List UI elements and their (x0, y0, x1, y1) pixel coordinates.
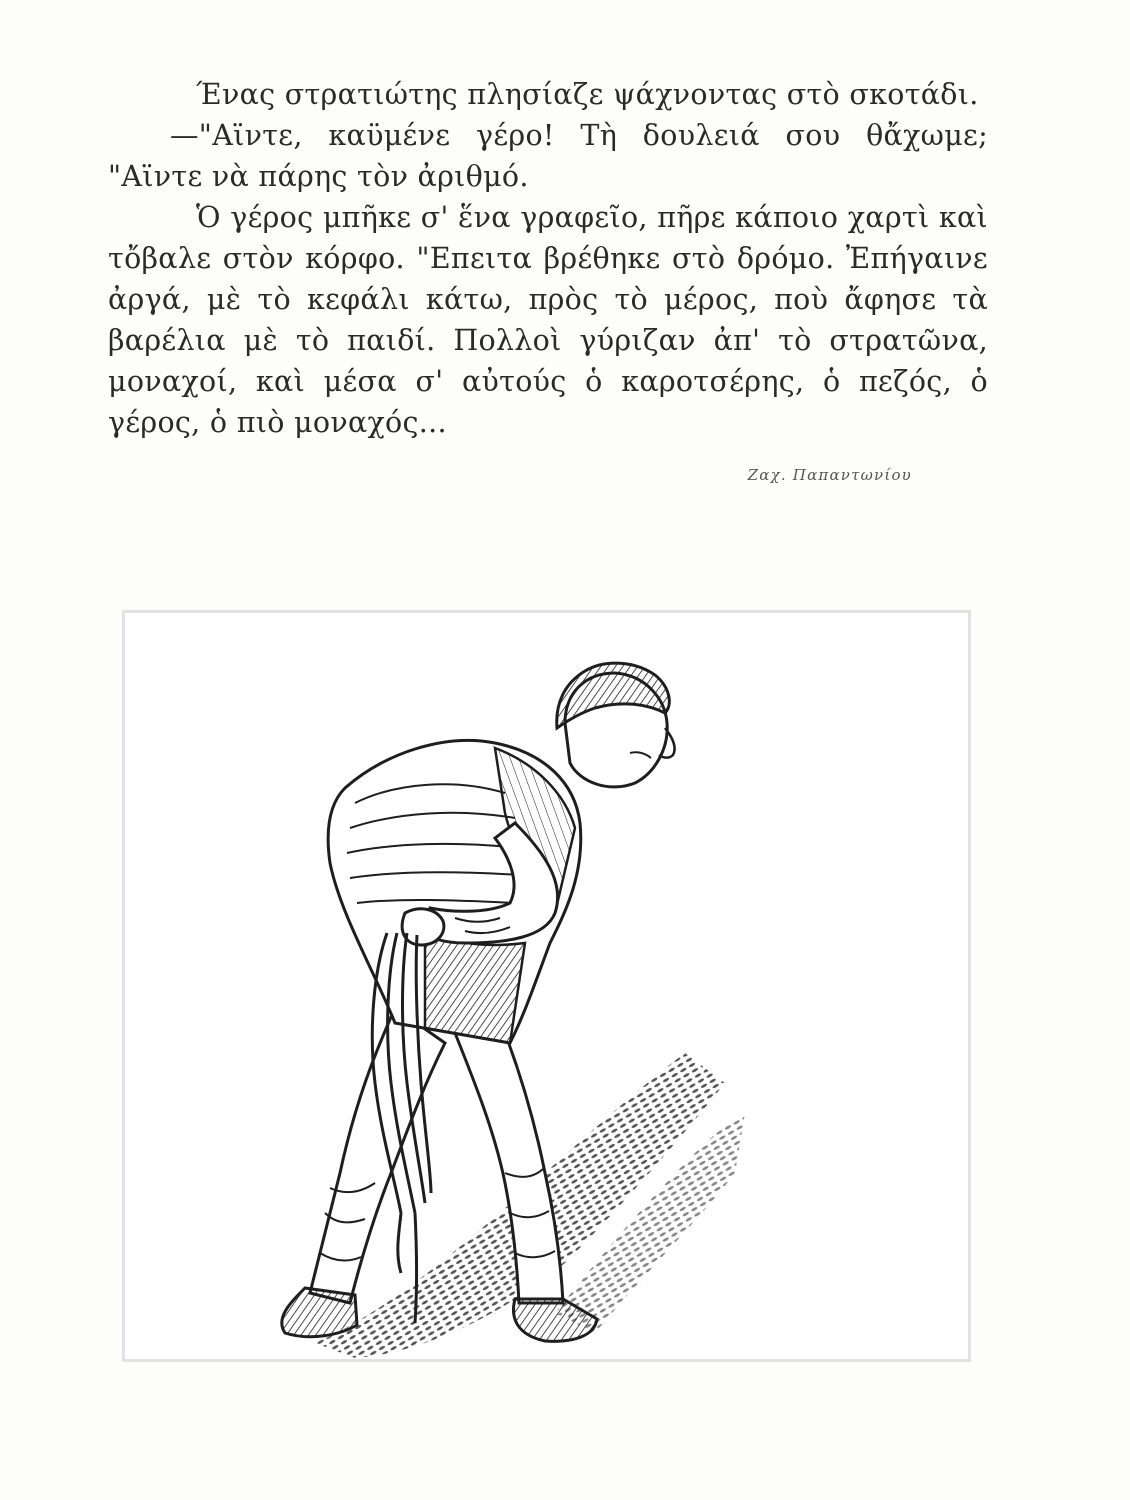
paragraph-soldier: Ένας στρατιώτης πλησίαζε ψάχνοντας στὸ σκοτάδι. (196, 78, 979, 111)
woodcut-illustration (122, 610, 971, 1362)
paragraph-old-man: Ὁ γέρος μπῆκε σ' ἕνα γραφεῖο, πῆρε κάποιο χαρτὶ καὶ τὄβαλε στὸν κόρφο. "Επειτα βρέθηκε στὸ δρόμο. Ἐπήγαινε ἀργά, μὲ τὸ κεφάλι κάτω, πρὸς τὸ μέρος, ποὺ ἄφησε τὰ βαρέλια μὲ τὸ παιδί. Πολλοὶ γύριζαν ἀπ' τὸ στρατῶνα, μοναχοί, καὶ μέσα σ' αὐτούς ὁ καροτσέρης, ὁ πεζός, ὁ γέρος, ὁ πιὸ μοναχός... (108, 201, 988, 439)
old-man-figure (125, 613, 968, 1359)
paragraph-dialogue: —"Αϊντε, καϋμένε γέρο! Τὴ δουλειά σου θἄχωμε; "Αϊντε νὰ πάρης τὸν ἀριθμό. (108, 119, 988, 193)
author-signature: Ζαχ. Παπαντωνίου (747, 466, 912, 484)
story-text (108, 74, 988, 443)
head (557, 663, 675, 787)
